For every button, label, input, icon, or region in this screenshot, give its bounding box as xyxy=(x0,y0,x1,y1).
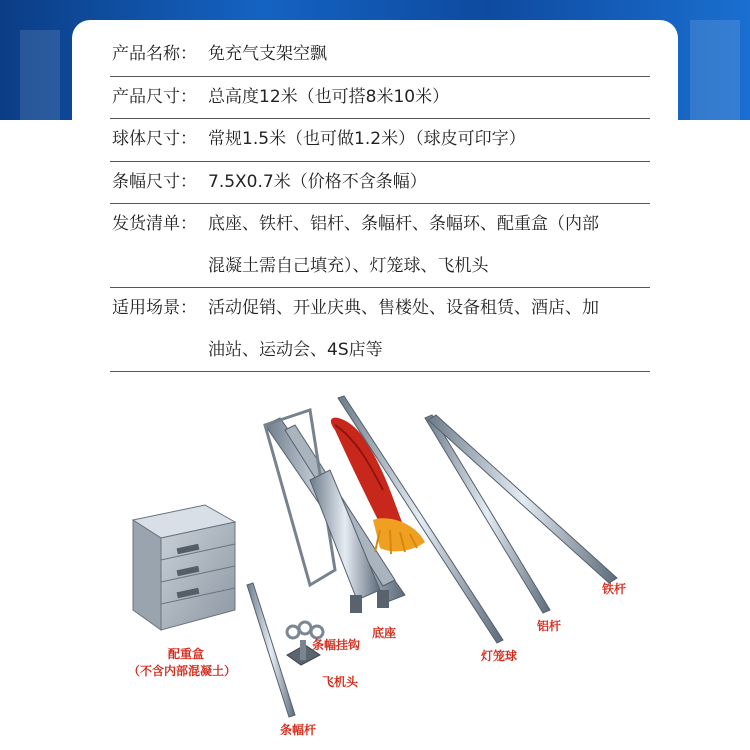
spec-row-ball xyxy=(110,119,650,162)
caption-banner-hook: 条幅挂钩 xyxy=(312,638,361,652)
spec-value: 7.5X0.7米（价格不含条幅） xyxy=(208,171,427,192)
spec-label: 产品名称： xyxy=(112,44,197,64)
spec-value: 总高度12米（也可搭8米10米） xyxy=(208,86,450,107)
spec-value: 常规1.5米（也可做1.2米）（球皮可印字） xyxy=(208,129,526,149)
spec-row-banner xyxy=(110,162,650,205)
caption-banner-rod: 条幅杆 xyxy=(280,723,317,737)
product-photo xyxy=(95,370,665,750)
banner-rod-illustration xyxy=(247,583,295,717)
spec-row-size xyxy=(110,77,650,120)
caption-weight-box: 配重盒 xyxy=(168,647,205,661)
spec-value-line: 油站、运动会、4S店等 xyxy=(208,339,383,360)
spec-row-shipping xyxy=(110,204,650,288)
spec-value-line: 混凝土需自己填充）、灯笼球、飞机头 xyxy=(208,255,489,276)
spec-value: 免充气支架空飘 xyxy=(208,44,327,64)
caption-aluminum-rod: 铝杆 xyxy=(537,619,562,633)
caption-weight-box-note: （不含内部混凝土） xyxy=(128,664,237,678)
caption-base: 底座 xyxy=(372,626,397,640)
caption-lantern-ball: 灯笼球 xyxy=(481,649,518,663)
spec-row-usage xyxy=(110,288,650,372)
spec-value-line: 活动促销、开业庆典、售楼处、设备租赁、酒店、加 xyxy=(208,298,599,318)
spec-row-name xyxy=(110,34,650,77)
caption-iron-rod: 铁杆 xyxy=(602,582,627,596)
spec-label: 条幅尺寸： xyxy=(112,171,197,192)
spec-label: 产品尺寸： xyxy=(112,86,197,107)
caption-plane-head: 飞机头 xyxy=(322,675,359,689)
spec-label: 发货清单： xyxy=(112,214,197,234)
spec-label: 适用场景： xyxy=(112,298,197,318)
spec-label: 球体尺寸： xyxy=(112,129,197,149)
spec-table xyxy=(110,34,650,372)
spec-value-line: 底座、铁杆、铝杆、条幅杆、条幅环、配重盒（内部 xyxy=(208,214,599,234)
weight-box-illustration xyxy=(133,505,235,630)
